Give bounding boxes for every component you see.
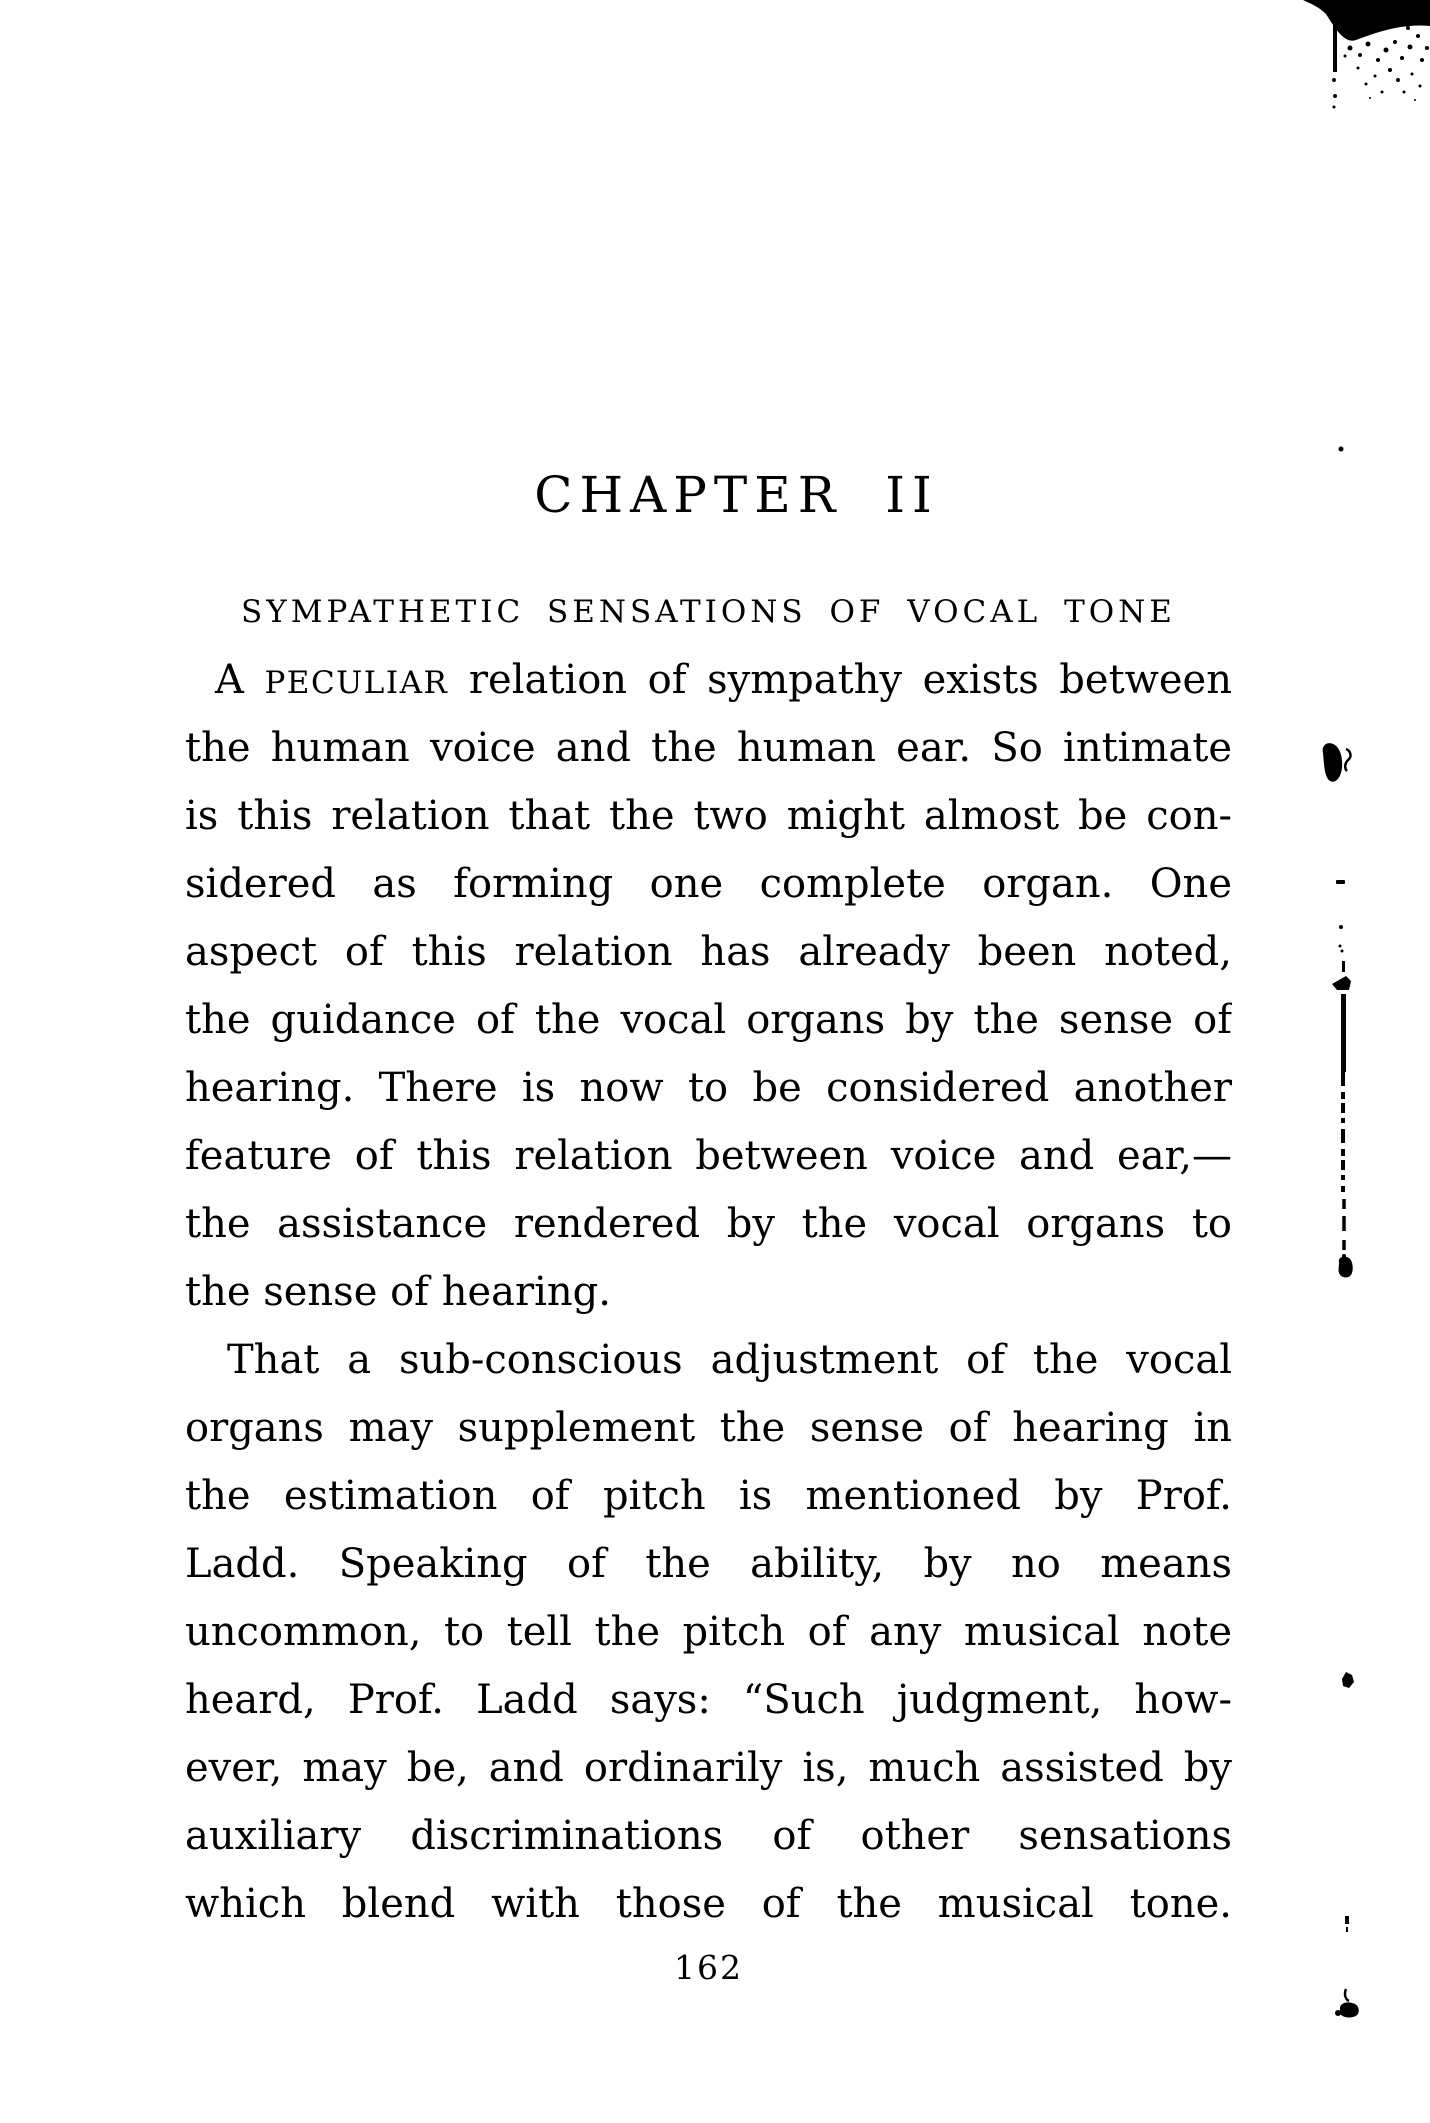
body-line: feature of this relation between voice and ear,— — [185, 1133, 1232, 1179]
margin-ink-specks-icon — [1336, 447, 1345, 953]
body-line: Ladd. Speaking of the ability, by no means — [185, 1541, 1232, 1587]
body-line: auxiliary discriminations of other sensations — [185, 1813, 1232, 1859]
body-line: the sense of hearing. — [185, 1269, 611, 1315]
body-line: the estimation of pitch is mentioned by Prof. — [185, 1473, 1232, 1519]
corner-ink-blot-icon — [1303, 0, 1430, 109]
margin-ink-spot-icon — [1342, 1672, 1354, 1688]
body-line: sidered as forming one complete organ. One — [185, 861, 1232, 907]
body-line-text: relation of sympathy exists between — [468, 657, 1232, 703]
body-line: aspect of this relation has already been noted, — [185, 929, 1232, 975]
chapter-heading: CHAPTER II — [534, 466, 939, 524]
body-line: heard, Prof. Ladd says: “Such judgment, how- — [185, 1677, 1232, 1723]
paragraph-lead-initial: A — [215, 657, 244, 703]
body-line: which blend with those of the musical tone. — [185, 1881, 1232, 1927]
body-line: the human voice and the human ear. So intimate — [185, 725, 1232, 771]
body-line: is this relation that the two might almost be con- — [185, 793, 1232, 839]
body-line: That a sub-conscious adjustment of the vocal — [227, 1337, 1232, 1383]
margin-ink-blot-icon — [1323, 743, 1351, 782]
chapter-subtitle: SYMPATHETIC SENSATIONS OF VOCAL TONE — [241, 594, 1176, 630]
margin-ink-line-icon — [1332, 961, 1353, 1277]
body-line: uncommon, to tell the pitch of any musical note — [185, 1609, 1232, 1655]
body-line: organs may supplement the sense of hearing in — [185, 1405, 1232, 1451]
paragraph-lead-smallcaps: PECULIAR — [264, 665, 449, 701]
page-number: 162 — [674, 1948, 743, 1987]
margin-ink-tick-icon — [1345, 1916, 1349, 1932]
bottom-ink-blot-icon — [1335, 1989, 1359, 2018]
body-text — [185, 646, 1232, 1938]
body-line — [185, 646, 1232, 714]
body-line: ever, may be, and ordinarily is, much assisted by — [185, 1745, 1232, 1791]
body-line: the guidance of the vocal organs by the sense of — [185, 997, 1232, 1043]
body-line: hearing. There is now to be considered another — [185, 1065, 1232, 1111]
body-line: the assistance rendered by the vocal organs to — [185, 1201, 1232, 1247]
